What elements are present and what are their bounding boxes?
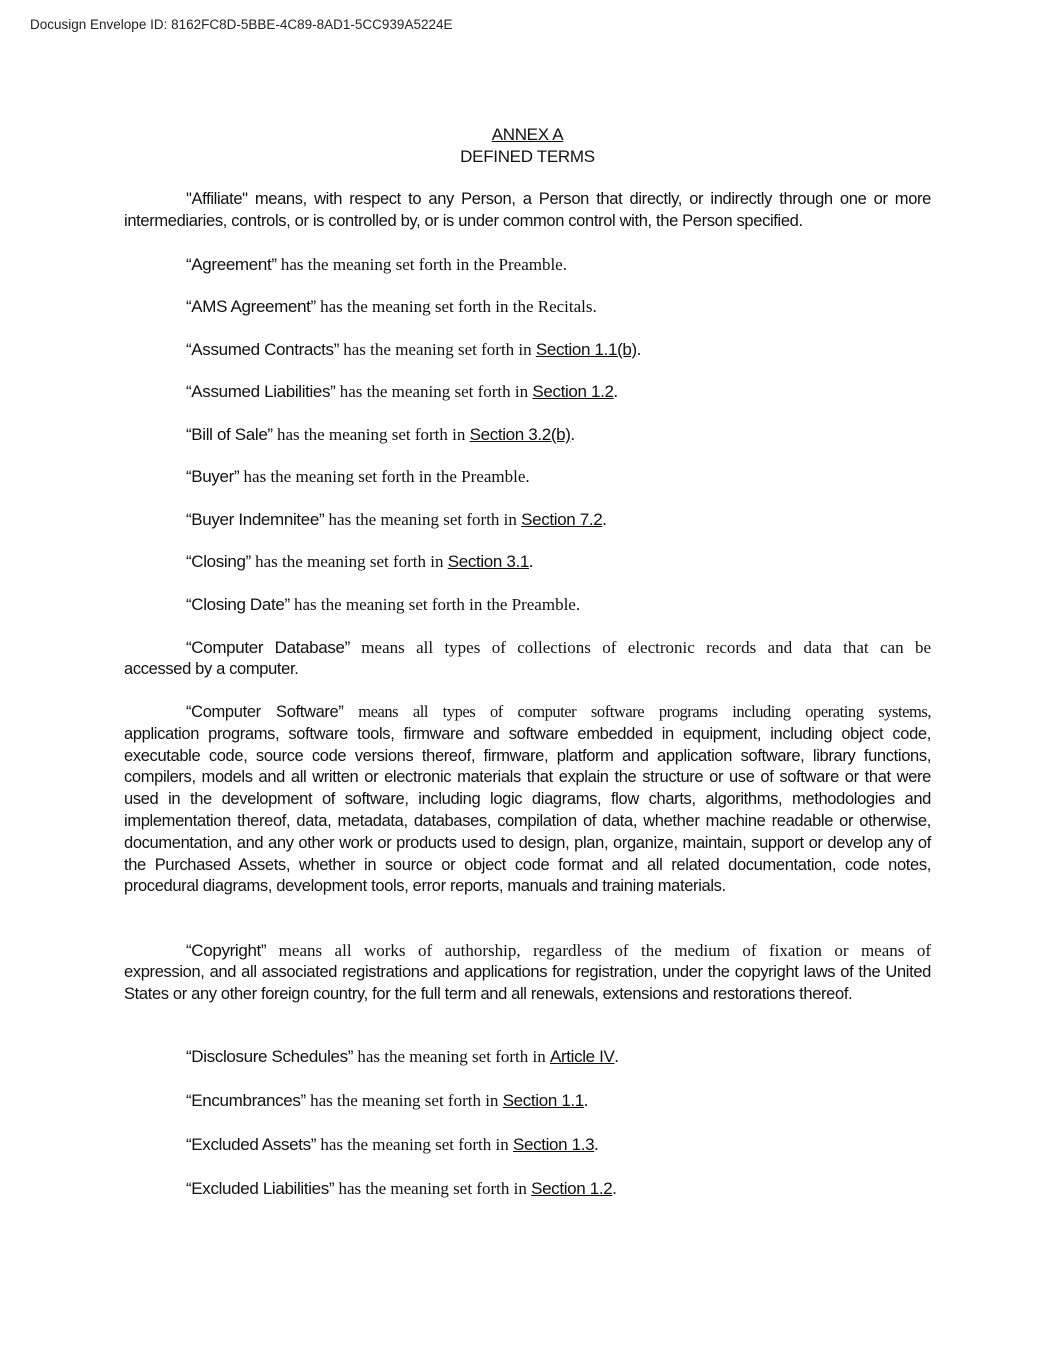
term: “Agreement” — [186, 255, 277, 274]
term: “Buyer” — [186, 467, 240, 486]
definition-affiliate: "Affiliate" means, with respect to any Person, a Person that directly, or indirectly through one or more intermediaries, controls, or is controlled by, or is under common control with, the Person specified. — [124, 190, 931, 230]
section-reference-link[interactable]: Section 1.1 — [502, 1091, 584, 1110]
term: “Bill of Sale” — [186, 425, 273, 444]
page-heading — [124, 124, 931, 168]
section-reference-link[interactable]: Section 7.2 — [521, 510, 603, 529]
term: “Excluded Assets” — [186, 1135, 317, 1154]
section-reference-link[interactable]: Section 1.3 — [512, 1135, 595, 1154]
defined-terms-title: DEFINED TERMS — [460, 147, 595, 166]
term: “Assumed Liabilities” — [186, 382, 336, 401]
term: “Excluded Liabilities” — [186, 1179, 335, 1198]
definition-disclosure-schedules: “Disclosure Schedules” has the meaning set forth in Article IV. — [186, 1047, 619, 1066]
term: “Disclosure Schedules” — [186, 1047, 354, 1066]
article-reference-link[interactable]: Article IV — [549, 1047, 615, 1066]
definition-copyright: “Copyright” means all works of authorship, regardless of the medium of fixation or means of expression, and all associated registrations and applications for registration, under the copyright laws of the United States or any other foreign country, for the full term and all renewals, extensions and restorations thereof. — [124, 941, 931, 1003]
annex-title: ANNEX A — [491, 125, 564, 144]
definition-excluded-liabilities: “Excluded Liabilities” has the meaning set forth in Section 1.2. — [186, 1179, 617, 1198]
definition-excluded-assets: “Excluded Assets” has the meaning set forth in Section 1.3. — [186, 1135, 599, 1154]
term: “AMS Agreement” — [186, 297, 316, 316]
envelope-id: Docusign Envelope ID: 8162FC8D-5BBE-4C89-8AD1-5CC939A5224E — [30, 17, 453, 32]
term: “Closing” — [186, 552, 251, 571]
definition-encumbrances: “Encumbrances” has the meaning set forth in Section 1.1. — [186, 1091, 589, 1110]
section-reference-link[interactable]: Section 3.1 — [447, 552, 529, 571]
term: “Closing Date” — [186, 595, 290, 614]
section-reference-link[interactable]: Section 3.2(b) — [469, 425, 571, 444]
definition-assumed-liabilities: “Assumed Liabilities” has the meaning set forth in Section 1.2. — [186, 382, 618, 401]
definition-buyer: “Buyer” has the meaning set forth in the Preamble. — [186, 467, 530, 486]
term: “Buyer Indemnitee” — [186, 510, 325, 529]
term: “Computer Database” — [186, 638, 350, 657]
definition-computer-database: “Computer Database” means all types of collections of electronic records and data that can be accessed by a computer. — [124, 638, 931, 678]
definition-assumed-contracts: “Assumed Contracts” has the meaning set forth in Section 1.1(b). — [186, 340, 642, 359]
term: “Copyright” — [186, 941, 267, 960]
term: “Computer Software” — [186, 703, 344, 721]
definition-agreement: “Agreement” has the meaning set forth in the Preamble. — [186, 255, 567, 274]
document-page — [124, 124, 931, 1198]
definition-computer-software: “Computer Software” means all types of computer software programs including operating systems, application programs, software tools, firmware and software embedded in equipment, including object code, executable code, source code versions thereof, firmware, platform and application software, library functions, compilers, models and all written or electronic materials that explain the structure or use of software or that were used in the development of software, including logic diagrams, flow charts, algorithms, methodologies and implementation thereof, data, metadata, databases, compilation of data, whether machine readable or otherwise, documentation, and any other work or products used to design, plan, organize, maintain, support or develop any of the Purchased Assets, whether in source or object code format and all related documentation, code notes, procedural diagrams, development tools, error reports, manuals and training materials. — [124, 702, 931, 896]
definition-closing: “Closing” has the meaning set forth in Section 3.1. — [186, 552, 534, 571]
section-reference-link[interactable]: Section 1.2 — [532, 382, 614, 401]
definition-closing-date: “Closing Date” has the meaning set forth in the Preamble. — [186, 595, 581, 614]
term: “Encumbrances” — [186, 1091, 306, 1110]
term: “Assumed Contracts” — [186, 340, 340, 359]
section-reference-link[interactable]: Section 1.2 — [531, 1179, 613, 1198]
definition-bill-of-sale: “Bill of Sale” has the meaning set forth in Section 3.2(b). — [186, 425, 575, 444]
definition-buyer-indemnitee: “Buyer Indemnitee” has the meaning set forth in Section 7.2. — [186, 510, 607, 529]
definition-ams-agreement: “AMS Agreement” has the meaning set forth in the Recitals. — [186, 297, 597, 316]
section-reference-link[interactable]: Section 1.1(b) — [535, 340, 637, 359]
